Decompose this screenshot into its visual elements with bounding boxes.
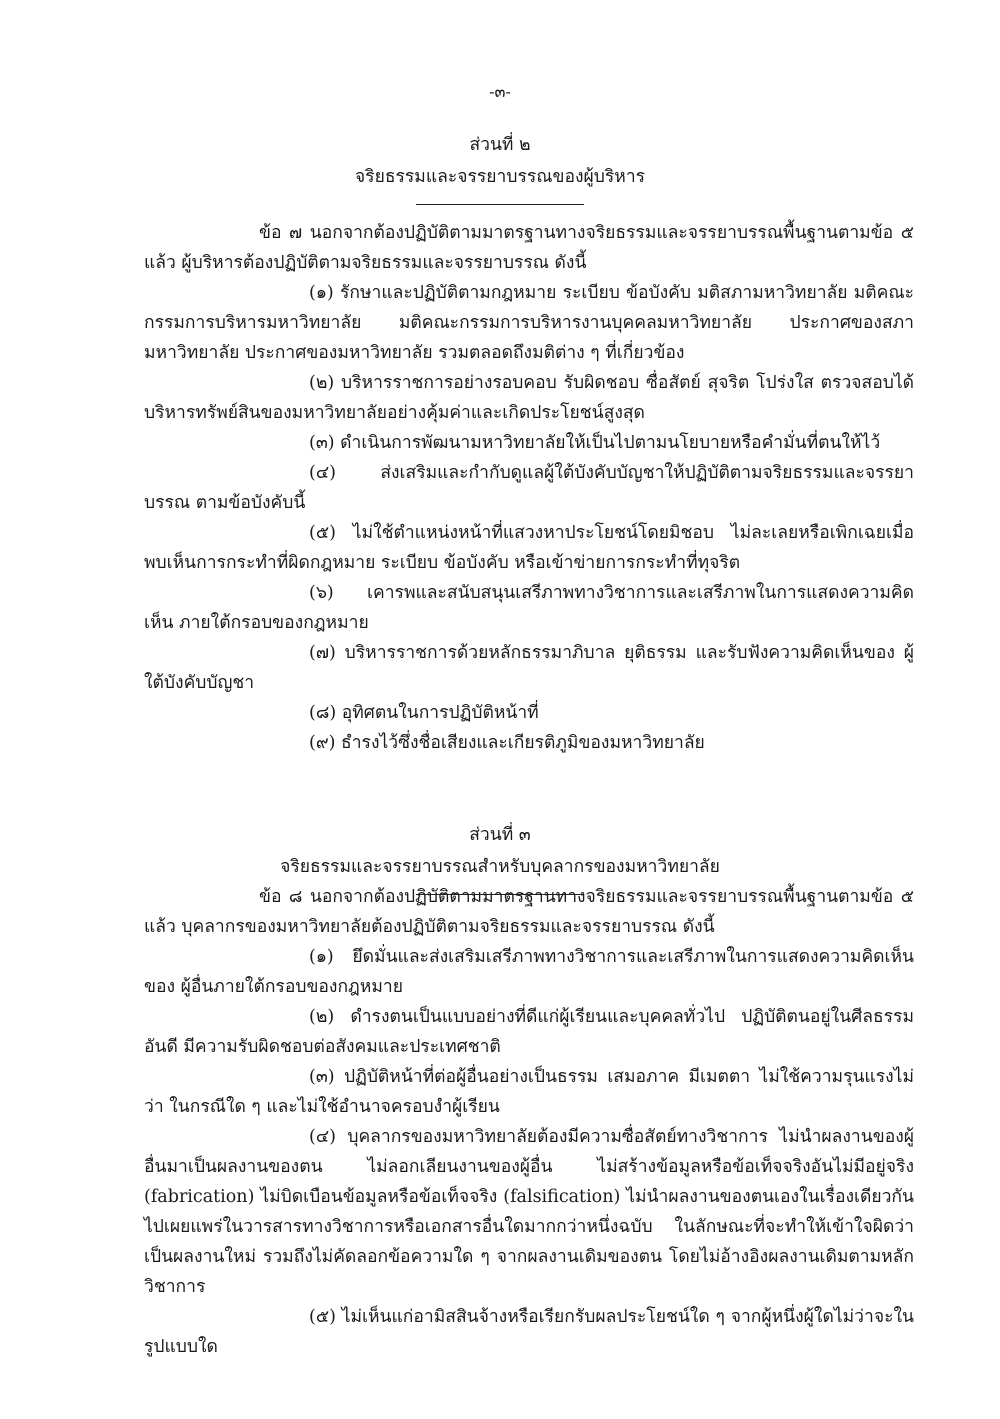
clause-7-item-2: (๒) บริหารราชการอย่างรอบคอบ รับผิดชอบ ซื่อสัตย์ สุจริต โปร่งใส ตรวจสอบได้ บริหารทรัพย์สินของมหาวิทยาลัยอย่างคุ้มค่าและเกิดประโยชน์สูงสุด [144, 373, 914, 423]
part3-body [144, 882, 914, 1362]
part2-divider [416, 204, 584, 205]
clause-7-item-6: (๖) เคารพและสนับสนุนเสรีภาพทางวิชาการและเสรีภาพในการแสดงความคิดเห็น ภายใต้กรอบของกฎหมาย [144, 583, 914, 633]
page-number: -๓- [489, 82, 511, 101]
clause-8-item-5: (๕) ไม่เห็นแก่อามิสสินจ้างหรือเรียกรับผลประโยชน์ใด ๆ จากผู้หนึ่งผู้ใดไม่ว่าจะในรูปแบบใด [144, 1307, 914, 1357]
part2-heading [0, 132, 1000, 205]
part2-number: ส่วนที่ ๒ [469, 135, 531, 155]
clause-7-item-7: (๗) บริหารราชการด้วยหลักธรรมาภิบาล ยุติธรรม และรับฟังความคิดเห็นของ ผู้ใต้บังคับบัญชา [144, 643, 914, 693]
clause-7-item-5: (๕) ไม่ใช้ตำแหน่งหน้าที่แสวงหาประโยชน์โดยมิชอบ ไม่ละเลยหรือเพิกเฉยเมื่อพบเห็นการกระทำที่ผิดกฎหมาย ระเบียบ ข้อบังคับ หรือเข้าข่ายการกระทำที่ทุจริต [144, 523, 914, 573]
clause-7-item-8: (๘) อุทิศตนในการปฏิบัติหน้าที่ [309, 703, 539, 723]
clause-8-item-4: (๔) บุคลากรของมหาวิทยาลัยต้องมีความซื่อสัตย์ทางวิชาการ ไม่นำผลงานของผู้อื่นมาเป็นผลงานของตน ไม่ลอกเลียนงานของผู้อื่น ไม่สร้างข้อมูลหรือข้อเท็จจริงอันไม่มีอยู่จริง (fabrication) ไม่บิดเบือนข้อมูลหรือข้อเท็จจริง (falsification) ไม่นำผลงานของตนเองในเรื่องเดียวกันไปเผยแพร่ในวารสารทางวิชาการหรือเอกสารอื่นใดมากกว่าหนึ่งฉบับ ในลักษณะที่จะทำให้เข้าใจผิดว่าเป็นผลงานใหม่ รวมถึงไม่คัดลอกข้อความใด ๆ จากผลงานเดิมของตน โดยไม่อ้างอิงผลงานเดิมตามหลักวิชาการ [144, 1127, 914, 1297]
part2-body [144, 218, 914, 758]
clause-7-item-4: (๔) ส่งเสริมและกำกับดูแลผู้ใต้บังคับบัญชาให้ปฏิบัติตามจริยธรรมและจรรยาบรรณ ตามข้อบังคับนี้ [144, 463, 914, 513]
part3-title: จริยธรรมและจรรยาบรรณสำหรับบุคลากรของมหาวิทยาลัย [280, 857, 720, 877]
clause-8-item-1: (๑) ยึดมั่นและส่งเสริมเสรีภาพทางวิชาการและเสรีภาพในการแสดงความคิดเห็นของ ผู้อื่นภายใต้กรอบของกฎหมาย [144, 947, 914, 997]
clause-7-item-9: (๙) ธำรงไว้ซึ่งชื่อเสียงและเกียรติภูมิของมหาวิทยาลัย [309, 733, 705, 753]
clause-8: ข้อ ๘ นอกจากต้องปฏิบัติตามมาตรฐานทางจริยธรรมและจรรยาบรรณพื้นฐานตามข้อ ๕ แล้ว บุคลากรของมหาวิทยาลัยต้องปฏิบัติตามจริยธรรมและจรรยาบรรณ ดังนี้ [144, 887, 914, 937]
clause-7: ข้อ ๗ นอกจากต้องปฏิบัติตามมาตรฐานทางจริยธรรมและจรรยาบรรณพื้นฐานตามข้อ ๕ แล้ว ผู้บริหารต้องปฏิบัติตามจริยธรรมและจรรยาบรรณ ดังนี้ [144, 223, 914, 273]
clause-7-item-3: (๓) ดำเนินการพัฒนามหาวิทยาลัยให้เป็นไปตามนโยบายหรือคำมั่นที่ตนให้ไว้ [309, 433, 881, 453]
part3-number: ส่วนที่ ๓ [469, 825, 531, 845]
clause-7-item-1: (๑) รักษาและปฏิบัติตามกฎหมาย ระเบียบ ข้อบังคับ มติสภามหาวิทยาลัย มติคณะกรรมการบริหารมหาวิทยาลัย มติคณะกรรมการบริหารงานบุคคลมหาวิทยาลัย ประกาศของสภามหาวิทยาลัย ประกาศของมหาวิทยาลัย รวมตลอดถึงมติต่าง ๆ ที่เกี่ยวข้อง [144, 283, 914, 363]
clause-8-item-3: (๓) ปฏิบัติหน้าที่ต่อผู้อื่นอย่างเป็นธรรม เสมอภาค มีเมตตา ไม่ใช้ความรุนแรงไม่ว่า ในกรณีใด ๆ และไม่ใช้อำนาจครอบงำผู้เรียน [144, 1067, 914, 1117]
part2-title: จริยธรรมและจรรยาบรรณของผู้บริหาร [354, 167, 646, 187]
clause-8-item-2: (๒) ดำรงตนเป็นแบบอย่างที่ดีแก่ผู้เรียนและบุคคลทั่วไป ปฏิบัติตนอยู่ในศีลธรรมอันดี มีความรับผิดชอบต่อสังคมและประเทศชาติ [144, 1007, 914, 1057]
